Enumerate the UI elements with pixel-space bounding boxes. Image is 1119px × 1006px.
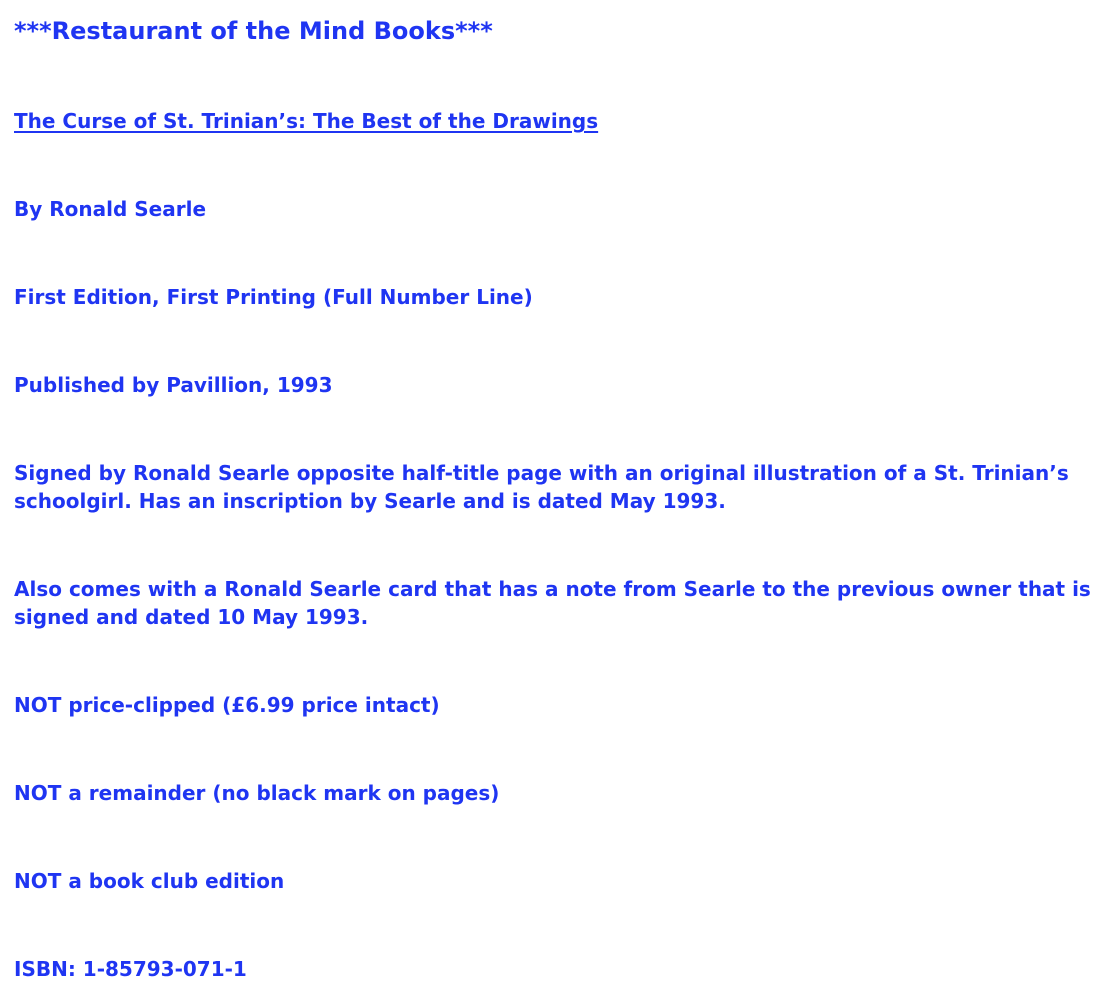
book-club-note: NOT a book club edition bbox=[14, 869, 285, 893]
isbn-line: ISBN: 1-85793-071-1 bbox=[14, 957, 247, 981]
remainder-note: NOT a remainder (no black mark on pages) bbox=[14, 781, 500, 805]
price-clipped-note: NOT price-clipped (£6.99 price intact) bbox=[14, 693, 440, 717]
signed-description-line-1: Signed by Ronald Searle opposite half-title page with an original illustration of a St. Trinian’s bbox=[14, 461, 1069, 485]
card-description-line-2: signed and dated 10 May 1993. bbox=[14, 605, 369, 629]
signed-description-line-2: schoolgirl. Has an inscription by Searle and is dated May 1993. bbox=[14, 489, 726, 513]
book-title-link[interactable]: The Curse of St. Trinian’s: The Best of the Drawings bbox=[14, 109, 599, 133]
store-name-heading: ***Restaurant of the Mind Books*** bbox=[14, 17, 493, 45]
card-description-line-1: Also comes with a Ronald Searle card that has a note from Searle to the previous owner that is bbox=[14, 577, 1091, 601]
edition-line: First Edition, First Printing (Full Number Line) bbox=[14, 285, 533, 309]
publisher-line: Published by Pavillion, 1993 bbox=[14, 373, 333, 397]
author-line: By Ronald Searle bbox=[14, 197, 207, 221]
